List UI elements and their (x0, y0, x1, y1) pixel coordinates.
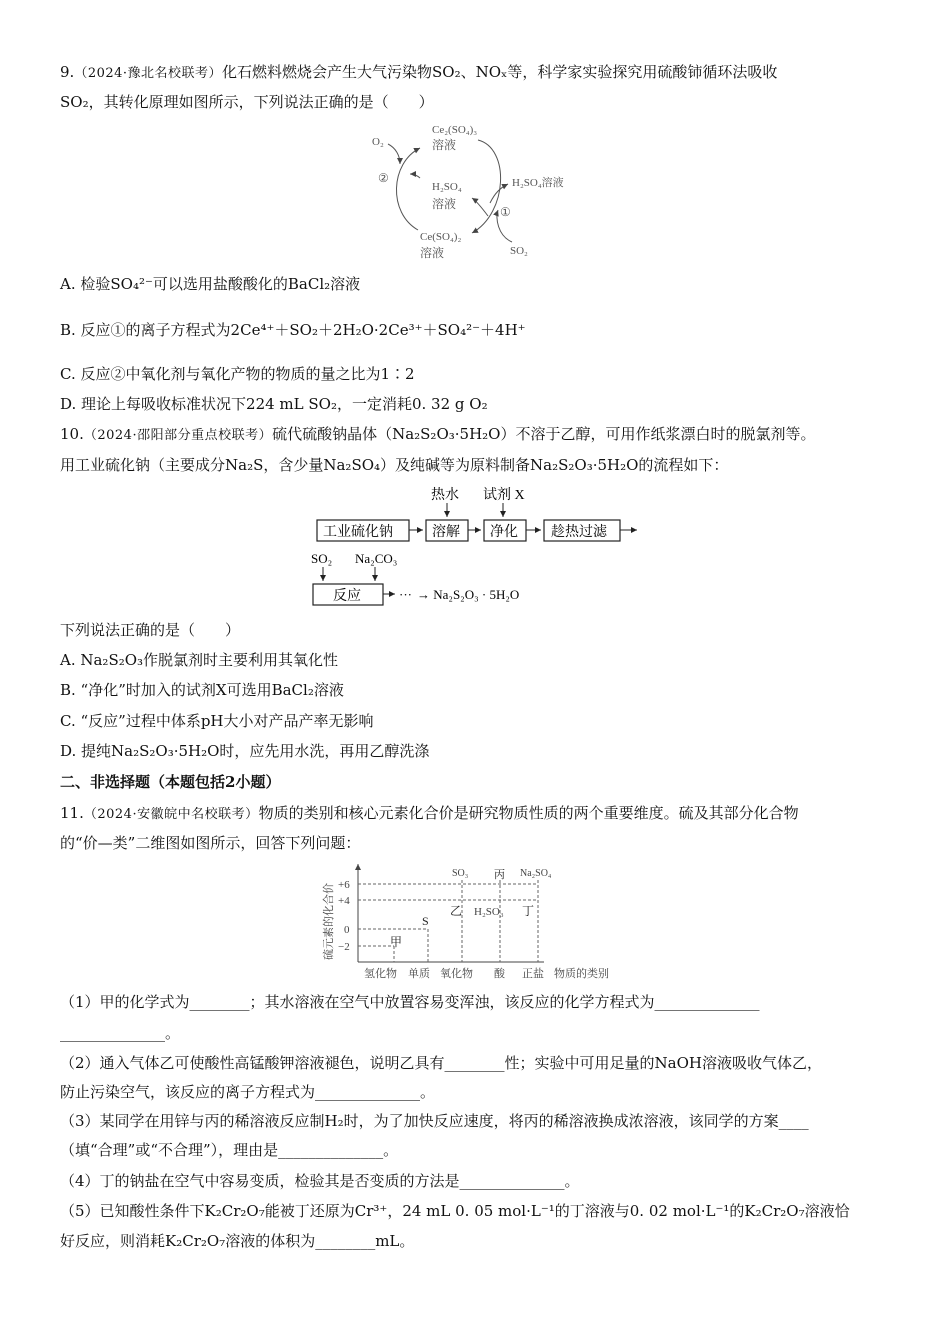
q11-stem-line1 (60, 803, 799, 825)
q10-flow-box2-label: 溶解 (432, 525, 460, 540)
q9-diagram-out-label: H₂SO₄溶液 (512, 177, 564, 189)
q11-chart-ytick-p6: +6 (338, 879, 350, 891)
q9-stem-line1 (60, 62, 777, 84)
q10-option-a: A. Na₂S₂O₃作脱氯剂时主要利用其氧化性 (60, 651, 339, 669)
q9-option-b: B. 反应①的离子方程式为2Ce⁴⁺＋SO₂＋2H₂O·2Ce³⁺＋SO₄²⁻＋4H⁺ (60, 321, 526, 339)
q10-option-c: C. “反应”过程中体系pH大小对产品产率无影响 (60, 712, 374, 730)
q10-flow-box3-label: 净化 (490, 525, 518, 540)
q10-flow-so2: SO₂ (311, 551, 333, 566)
q11-part3-line2: （填“合理”或“不合理”），理由是______________。 (60, 1141, 399, 1159)
q9-h2so4-arrow (410, 174, 420, 178)
q11-part3-line1: （3）某同学在用锌与丙的稀溶液反应制H₂时，为了加快反应速度，将丙的稀溶液换成浓溶液，该同学的方案____ (60, 1112, 809, 1130)
q10-stem-line2: 用工业硫化钠（主要成分Na₂S，含少量Na₂SO₄）及纯碱等为原料制备Na₂S₂O₃·5H₂O的流程如下： (60, 456, 729, 474)
q10-stem-line1 (60, 424, 815, 446)
q9-diagram-step2: ② (378, 171, 389, 185)
q11-stem-line2: 的“价—类”二维图如图所示，回答下列问题： (60, 834, 361, 852)
q11-chart-ytick-m2: −2 (338, 941, 350, 953)
q10-flow-box5-label: 反应 (333, 589, 361, 604)
q11-point-bing: 丙 (494, 869, 505, 881)
q9-source: （2024·豫北名校联考） (74, 66, 223, 81)
q10-flow-reagent-x: 试剂 X (483, 488, 525, 503)
q10-option-d: D. 提纯Na₂S₂O₃·5H₂O时，应先用水洗，再用乙醇洗涤 (60, 742, 430, 760)
q10-ask: 下列说法正确的是（ ） (60, 621, 241, 639)
q10-flow-dots: ··· (399, 587, 412, 602)
q9-cycle-arc-right (472, 140, 501, 233)
section-heading: 二、非选择题（本题包括2小题） (60, 773, 281, 791)
q11-source: （2024·安徽皖中名校联考） (83, 807, 259, 822)
q11-chart-xcat-1: 单质 (408, 968, 430, 980)
q11-part4: （4）丁的钠盐在空气中容易变质，检验其是否变质的方法是______________。 (60, 1172, 580, 1190)
q11-chart-ylabel: 硫元素的化合价 (323, 883, 335, 960)
q9-diagram-top-formula: Ce₂(SO₄)₃ (432, 124, 478, 136)
q9-option-a: A. 检验SO₄²⁻可以选用盐酸酸化的BaCl₂溶液 (60, 275, 361, 293)
q11-part2-line2: 防止污染空气，该反应的离子方程式为______________。 (60, 1083, 436, 1101)
q10-flow-hot-water: 热水 (431, 488, 459, 503)
q11-number: 11. (60, 804, 84, 822)
q11-chart-xcat-4: 正盐 (522, 968, 544, 980)
q10-flowchart (305, 483, 650, 608)
q11-point-jia: 甲 (390, 935, 403, 949)
q11-point-ding: 丁 (522, 904, 535, 918)
q10-flow-product: → Na₂S₂O₃ · 5H₂O (417, 587, 520, 602)
q9-cycle-diagram (360, 118, 600, 268)
q11-chart-ytick-p4: +4 (338, 895, 350, 907)
q9-diagram-mid-sol: 溶液 (432, 197, 457, 211)
q10-number: 10. (60, 425, 84, 443)
q10-source: （2024·邵阳部分重点校联考） (83, 428, 273, 443)
q11-chart-xcat-2: 氧化物 (440, 968, 473, 980)
q9-diagram-so2: SO₂ (510, 245, 528, 257)
q11-part5-line1: （5）已知酸性条件下K₂Cr₂O₇能被丁还原为Cr³⁺，24 mL 0. 05 mol·L⁻¹的丁溶液与0. 02 mol·L⁻¹的K₂Cr₂O₇溶液恰 (60, 1202, 850, 1220)
q11-chart-xcat-3: 酸 (494, 968, 505, 980)
q11-part1-line2: ______________。 (60, 1024, 181, 1042)
q9-h2so4-in-arrow (472, 198, 488, 216)
q11-valence-chart (318, 860, 633, 985)
q11-point-yi: 乙 (450, 904, 463, 918)
q9-stem-line2: SO₂，其转化原理如图所示，下列说法正确的是（ ） (60, 93, 434, 111)
q11-chart-xtitle: 物质的类别 (554, 968, 609, 980)
q11-point-s: S (422, 914, 429, 928)
q11-chart-ytick-0: 0 (344, 924, 350, 936)
q11-part1-line1: （1）甲的化学式为________；其水溶液在空气中放置容易变浑浊，该反应的化学方程式为______________ (60, 993, 760, 1011)
q10-flow-box4-label: 趁热过滤 (551, 525, 607, 540)
q9-o2-arrow (388, 144, 400, 164)
q11-point-so3: SO₃ (452, 868, 469, 879)
q10-flow-box1-label: 工业硫化钠 (323, 525, 393, 540)
q11-part5-line2: 好反应，则消耗K₂Cr₂O₇溶液的体积为________mL。 (60, 1232, 415, 1250)
q9-stem1: 化石燃料燃烧会产生大气污染物SO₂、NOₓ等，科学家实验探究用硫酸铈循环法吸收 (222, 63, 778, 81)
q10-stem1: 硫代硫酸钠晶体（Na₂S₂O₃·5H₂O）不溶于乙醇，可用作纸浆漂白时的脱氯剂等。 (272, 425, 816, 443)
q11-chart-xcat-0: 氢化物 (364, 968, 397, 980)
q9-diagram-bottom-formula: Ce(SO₄)₂ (420, 231, 462, 243)
q10-flow-na2co3: Na₂CO₃ (355, 551, 398, 566)
q9-diagram-mid-formula: H₂SO₄ (432, 181, 462, 193)
q9-number: 9. (60, 63, 75, 81)
q9-diagram-o2: O₂ (372, 136, 384, 148)
q10-option-b: B. “净化”时加入的试剂X可选用BaCl₂溶液 (60, 681, 344, 699)
q11-point-h2so3: H₂SO₃ (474, 906, 504, 918)
q11-part2-line1: （2）通入气体乙可使酸性高锰酸钾溶液褪色，说明乙具有________性；实验中可用足量的NaOH溶液吸收气体乙， (60, 1054, 822, 1072)
q9-diagram-top-sol: 溶液 (432, 138, 457, 152)
q9-diagram-bottom-sol: 溶液 (420, 246, 445, 260)
q9-diagram-step1: ① (500, 205, 511, 219)
q11-point-na2so4: Na₂SO₄ (520, 868, 552, 879)
q11-stem1: 物质的类别和核心元素化合价是研究物质性质的两个重要维度。硫及其部分化合物 (258, 804, 799, 822)
q9-option-c: C. 反应②中氧化剂与氧化产物的物质的量之比为1∶2 (60, 365, 415, 383)
q9-option-d: D. 理论上每吸收标准状况下224 mL SO₂，一定消耗0. 32 g O₂ (60, 395, 488, 413)
